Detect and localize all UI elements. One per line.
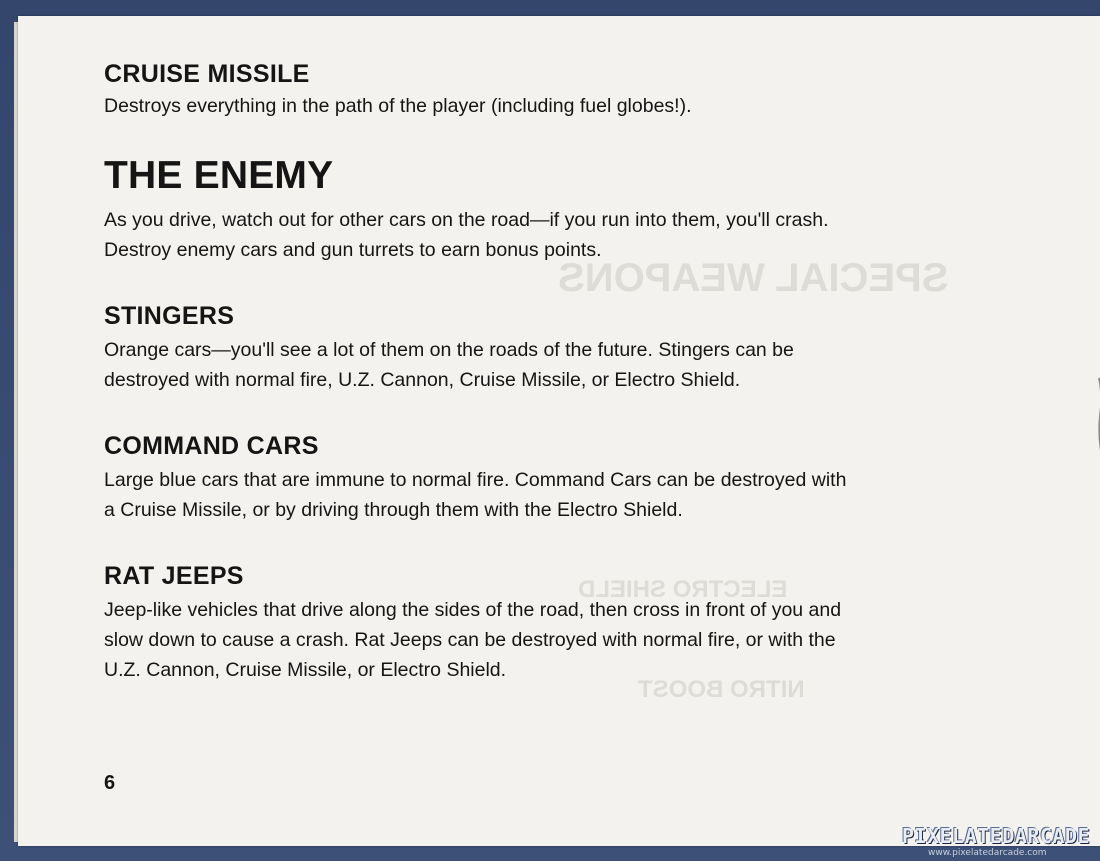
show-through-text: ELECTRO SHIELD (578, 576, 788, 603)
section-title: COMMAND CARS (104, 432, 319, 460)
section-command-cars (104, 432, 964, 525)
section-title: STINGERS (104, 302, 235, 330)
section-body: Destroys everything in the path of the player (including fuel globes!). (104, 95, 692, 117)
page-heading: THE ENEMY (104, 154, 334, 197)
watermark-url: www.pixelatedarcade.com (928, 848, 1047, 858)
section-stingers (104, 302, 964, 395)
section-body-line: Orange cars—you'll see a lot of them on the roads of the future. Stingers can be (104, 339, 794, 361)
section-body-line: As you drive, watch out for other cars on the road—if you run into them, you'll crash. (104, 209, 829, 231)
show-through-text: SPECIAL WEAPONS (558, 256, 949, 300)
section-the-enemy (104, 154, 964, 265)
section-body-line: slow down to cause a crash. Rat Jeeps can be destroyed with normal fire, or with the (104, 629, 836, 651)
section-rat-jeeps (104, 562, 964, 685)
page-number: 6 (104, 772, 116, 794)
section-body-line: Large blue cars that are immune to normal fire. Command Cars can be destroyed with (104, 469, 847, 491)
section-cruise-missile (104, 60, 964, 121)
section-body-line: Destroy enemy cars and gun turrets to earn bonus points. (104, 239, 602, 261)
section-title: RAT JEEPS (104, 562, 244, 590)
show-through-text: NITRO BOOST (638, 676, 805, 703)
staple (1096, 376, 1100, 511)
section-body-line: a Cruise Missile, or by driving through them with the Electro Shield. (104, 499, 683, 521)
page-content (104, 60, 964, 685)
section-title: CRUISE MISSILE (104, 60, 310, 88)
section-body-line: Jeep-like vehicles that drive along the sides of the road, then cross in front of you and (104, 599, 842, 621)
section-body-line: destroyed with normal fire, U.Z. Cannon, Cruise Missile, or Electro Shield. (104, 369, 741, 391)
watermark-logo: PIXELATEDARCADE (902, 824, 1091, 848)
section-body-line: U.Z. Cannon, Cruise Missile, or Electro Shield. (104, 659, 507, 681)
